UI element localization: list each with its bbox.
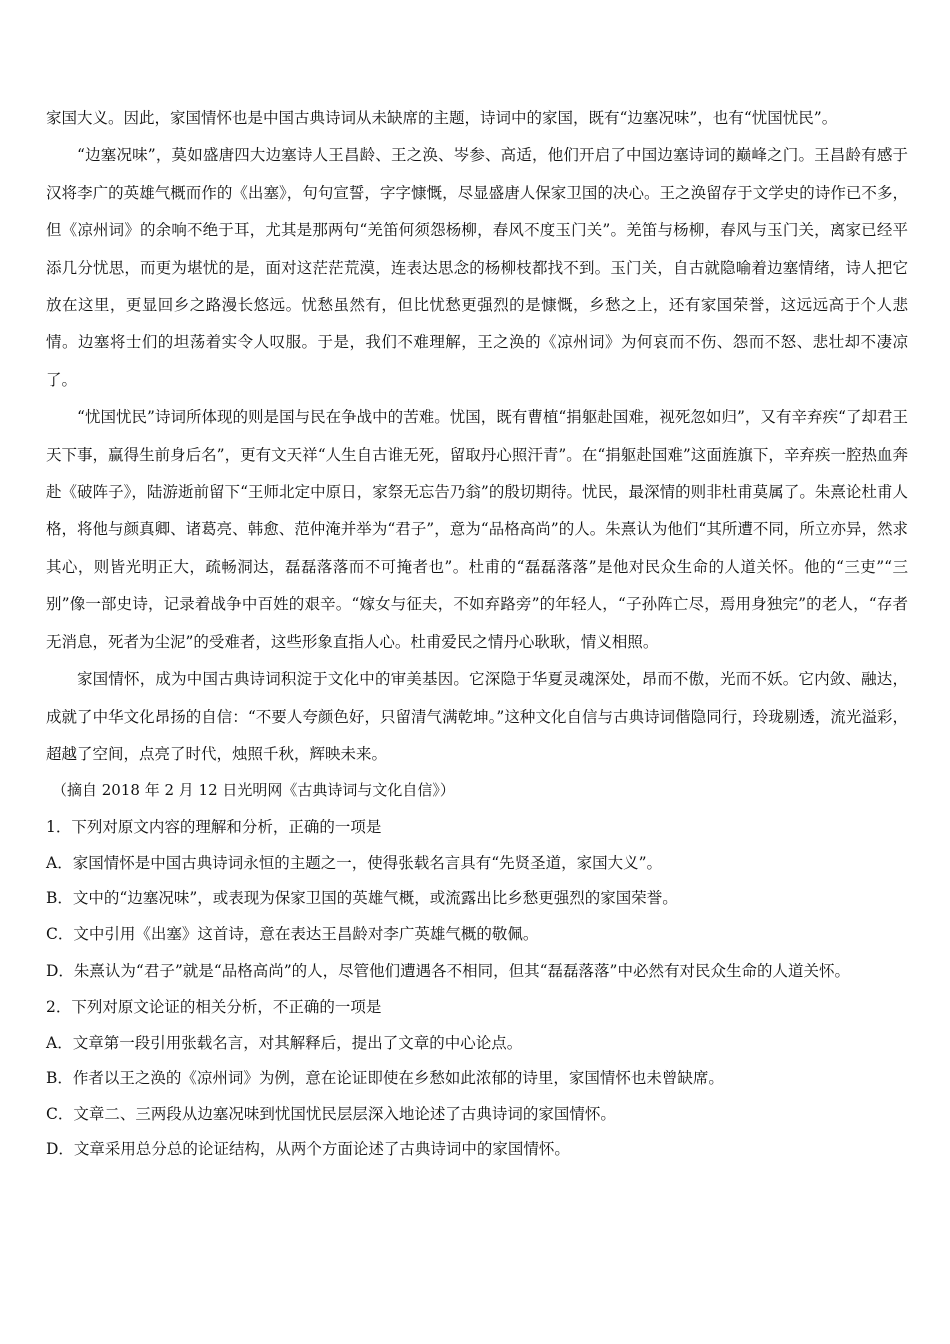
source-citation: （摘自 2018 年 2 月 12 日光明网《古典诗词与文化自信》） — [52, 781, 455, 800]
question-2 — [46, 990, 908, 1168]
document-page — [46, 100, 908, 1168]
paragraph-conclusion: 家国情怀，成为中国古典诗词积淀于文化中的审美基因。它深隐于华夏灵魂深处，昂而不傲，光而不妖。它内敛、融达，成就了中华文化昂扬的自信：“不要人夸颜色好，只留清气满乾坤。”这种文化自信与古典诗词偕隐同行，玲珑剔透，流光溢彩，超越了空间，点亮了时代，烛照千秋，辉映未来。 — [46, 670, 908, 763]
paragraph-intro-continuation: 家国大义。因此，家国情怀也是中国古典诗词从未缺席的主题，诗词中的家国，既有“边塞况味”，也有“忧国忧民”。 — [46, 109, 838, 127]
option-c: C．文中引用《出塞》这首诗，意在表达王昌龄对李广英雄气概的敬佩。 — [46, 924, 539, 943]
question-stem: 1．下列对原文内容的理解和分析，正确的一项是 — [46, 818, 382, 837]
question-stem: 2．下列对原文论证的相关分析，不正确的一项是 — [46, 998, 382, 1017]
paragraph-patriotism: “忧国忧民”诗词所体现的则是国与民在争战中的苦难。忧国，既有曹植“捐躯赴国难，视死忽如归”，又有辛弃疾“了却君王天下事，赢得生前身后名”，更有文天祥“人生自古谁无死，留取丹心照汗青”。在“捐躯赴国难”这面旌旗下，辛弃疾一腔热血奔赴《破阵子》，陆游逝前留下“王师北定中原日，家祭无忘告乃翁”的殷切期待。忧民，最深情的则非杜甫莫属了。朱熹论杜甫人格，将他与颜真卿、诸葛亮、韩愈、范仲淹并举为“君子”，意为“品格高尚”的人。朱熹认为他们“其所遭不同，所立亦异，然求其心，则皆光明正大，疏畅洞达，磊磊落落而不可掩者也”。杜甫的“磊磊落落”是他对民众生命的人道关怀。他的“三吏”“三别”像一部史诗，记录着战争中百姓的艰辛。“嫁女与征夫，不如弃路旁”的年轻人，“子孙阵亡尽，焉用身独完”的老人，“存者无消息，死者为尘泥”的受难者，这些形象直指人心。杜甫爱民之情丹心耿耿，情义相照。 — [46, 408, 908, 651]
option-a: A．文章第一段引用张载名言，对其解释后，提出了文章的中心论点。 — [46, 1033, 523, 1052]
option-b: B．作者以王之涣的《凉州词》为例，意在论证即使在乡愁如此浓郁的诗里，家国情怀也未曾缺席。 — [46, 1069, 724, 1088]
option-b: B．文中的“边塞况味”，或表现为保家卫国的英雄气概，或流露出比乡愁更强烈的家国荣誉。 — [46, 889, 678, 908]
question-1 — [46, 810, 908, 990]
option-d: D．文章采用总分总的论证结构，从两个方面论述了古典诗词中的家国情怀。 — [46, 1140, 570, 1159]
option-a: A．家国情怀是中国古典诗词永恒的主题之一，使得张载名言具有“先贤圣道，家国大义”。 — [46, 853, 663, 872]
option-c: C．文章二、三两段从边塞况味到忧国忧民层层深入地论述了古典诗词的家国情怀。 — [46, 1104, 616, 1123]
paragraph-frontier: “边塞况味”，莫如盛唐四大边塞诗人王昌龄、王之涣、岑参、高适，他们开启了中国边塞诗词的巅峰之门。王昌龄有感于汉将李广的英雄气概而作的《出塞》，句句宣誓，字字慷慨，尽显盛唐人保家卫国的决心。王之涣留存于文学史的诗作已不多，但《凉州词》的余响不绝于耳，尤其是那两句“羌笛何须怨杨柳，春风不度玉门关”。羌笛与杨柳，春风与玉门关，离家已经平添几分忧思，而更为堪忧的是，面对这茫茫荒漠，连表达思念的杨柳枝都找不到。玉门关，自古就隐喻着边塞情绪，诗人把它放在这里，更显回乡之路漫长悠远。忧愁虽然有，但比忧愁更强烈的是慷慨，乡愁之上，还有家国荣誉，这远远高于个人悲情。边塞将士们的坦荡着实令人叹服。于是，我们不难理解，王之涣的《凉州词》为何哀而不伤、怨而不怒、悲壮却不凄凉了。 — [46, 146, 908, 389]
option-d: D．朱熹认为“君子”就是“品格高尚”的人，尽管他们遭遇各不相同，但其“磊磊落落”中必然有对民众生命的人道关怀。 — [46, 962, 850, 981]
